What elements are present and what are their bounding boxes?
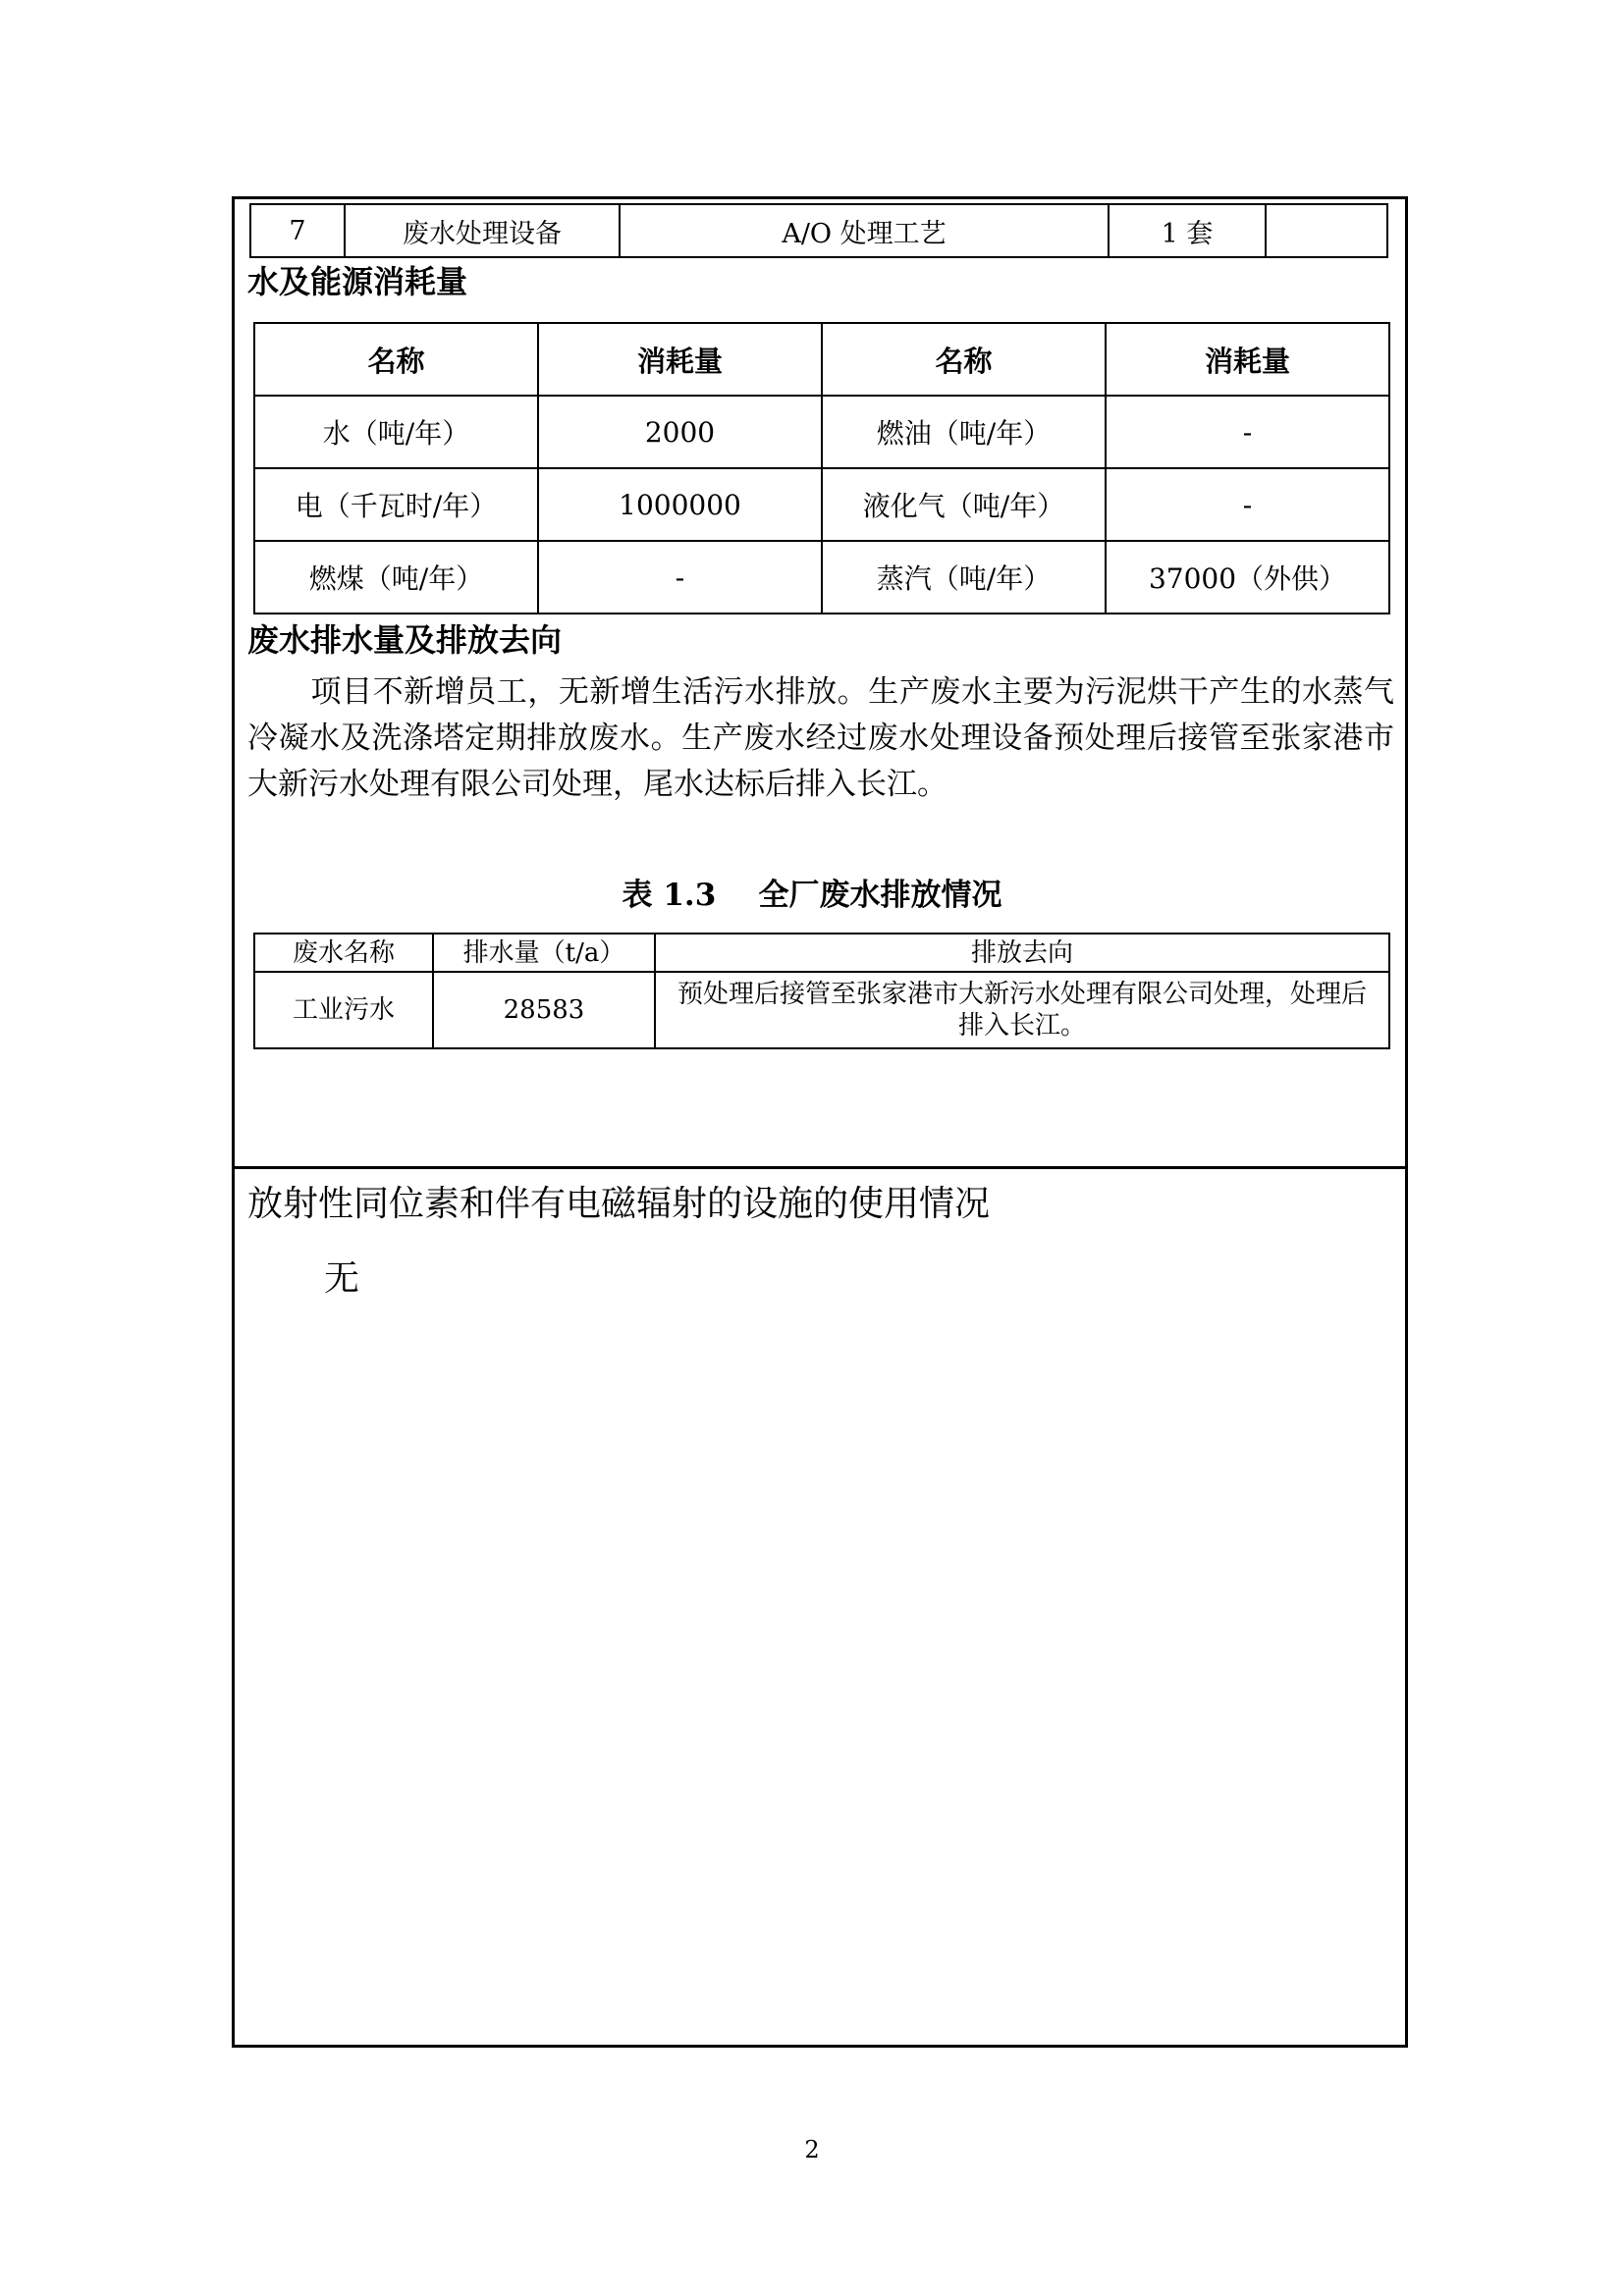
equipment-process: A/O 处理工艺 bbox=[620, 204, 1109, 257]
column-header: 消耗量 bbox=[538, 323, 822, 396]
wastewater-section-title: 废水排水量及排放去向 bbox=[247, 621, 563, 659]
table-row bbox=[254, 541, 1389, 614]
equipment-index: 7 bbox=[250, 204, 345, 257]
table-cell: 电（千瓦时/年） bbox=[254, 468, 538, 541]
table-row bbox=[250, 204, 1387, 257]
column-header: 名称 bbox=[254, 323, 538, 396]
energy-section-title: 水及能源消耗量 bbox=[247, 263, 468, 300]
equipment-table bbox=[249, 203, 1388, 258]
table-cell: 液化气（吨/年） bbox=[822, 468, 1106, 541]
table-header-row bbox=[254, 934, 1389, 972]
table-row bbox=[254, 468, 1389, 541]
column-header: 排放去向 bbox=[655, 934, 1389, 972]
wastewater-discharge-table bbox=[253, 933, 1390, 1049]
table-cell: 水（吨/年） bbox=[254, 396, 538, 468]
table-row bbox=[254, 396, 1389, 468]
table-cell: 蒸汽（吨/年） bbox=[822, 541, 1106, 614]
table-header-row bbox=[254, 323, 1389, 396]
wastewater-paragraph-text: 项目不新增员工，无新增生活污水排放。生产废水主要为污泥烘干产生的水蒸气冷凝水及洗涤塔定期排放废水。生产废水经过废水处理设备预处理后接管至张家港市大新污水处理有限公司处理，尾水达标后排入长江。 bbox=[247, 674, 1394, 802]
table-caption: 表 1.3 全厂废水排放情况 bbox=[622, 878, 1002, 913]
table-cell: - bbox=[538, 541, 822, 614]
equipment-quantity: 1 套 bbox=[1109, 204, 1266, 257]
column-header: 名称 bbox=[822, 323, 1106, 396]
table-cell: 1000000 bbox=[538, 468, 822, 541]
table-cell: 燃油（吨/年） bbox=[822, 396, 1106, 468]
table-cell: 28583 bbox=[433, 972, 655, 1048]
wastewater-paragraph bbox=[247, 669, 1394, 808]
table-cell: - bbox=[1106, 396, 1389, 468]
radiation-section-title: 放射性同位素和伴有电磁辐射的设施的使用情况 bbox=[247, 1184, 991, 1224]
table-cell: 预处理后接管至张家港市大新污水处理有限公司处理，处理后排入长江。 bbox=[655, 972, 1389, 1048]
table-cell: 工业污水 bbox=[254, 972, 433, 1048]
page-number: 2 bbox=[804, 2136, 820, 2163]
table-cell: 燃煤（吨/年） bbox=[254, 541, 538, 614]
column-header: 废水名称 bbox=[254, 934, 433, 972]
table-cell: 2000 bbox=[538, 396, 822, 468]
radiation-section-content: 无 bbox=[324, 1258, 360, 1299]
column-header: 排水量（t/a） bbox=[433, 934, 655, 972]
table-row bbox=[254, 972, 1389, 1048]
equipment-name: 废水处理设备 bbox=[345, 204, 620, 257]
table-cell: 37000（外供） bbox=[1106, 541, 1389, 614]
equipment-note bbox=[1266, 204, 1387, 257]
table-cell: - bbox=[1106, 468, 1389, 541]
column-header: 消耗量 bbox=[1106, 323, 1389, 396]
energy-consumption-table bbox=[253, 322, 1390, 614]
section-divider bbox=[232, 1166, 1408, 1169]
